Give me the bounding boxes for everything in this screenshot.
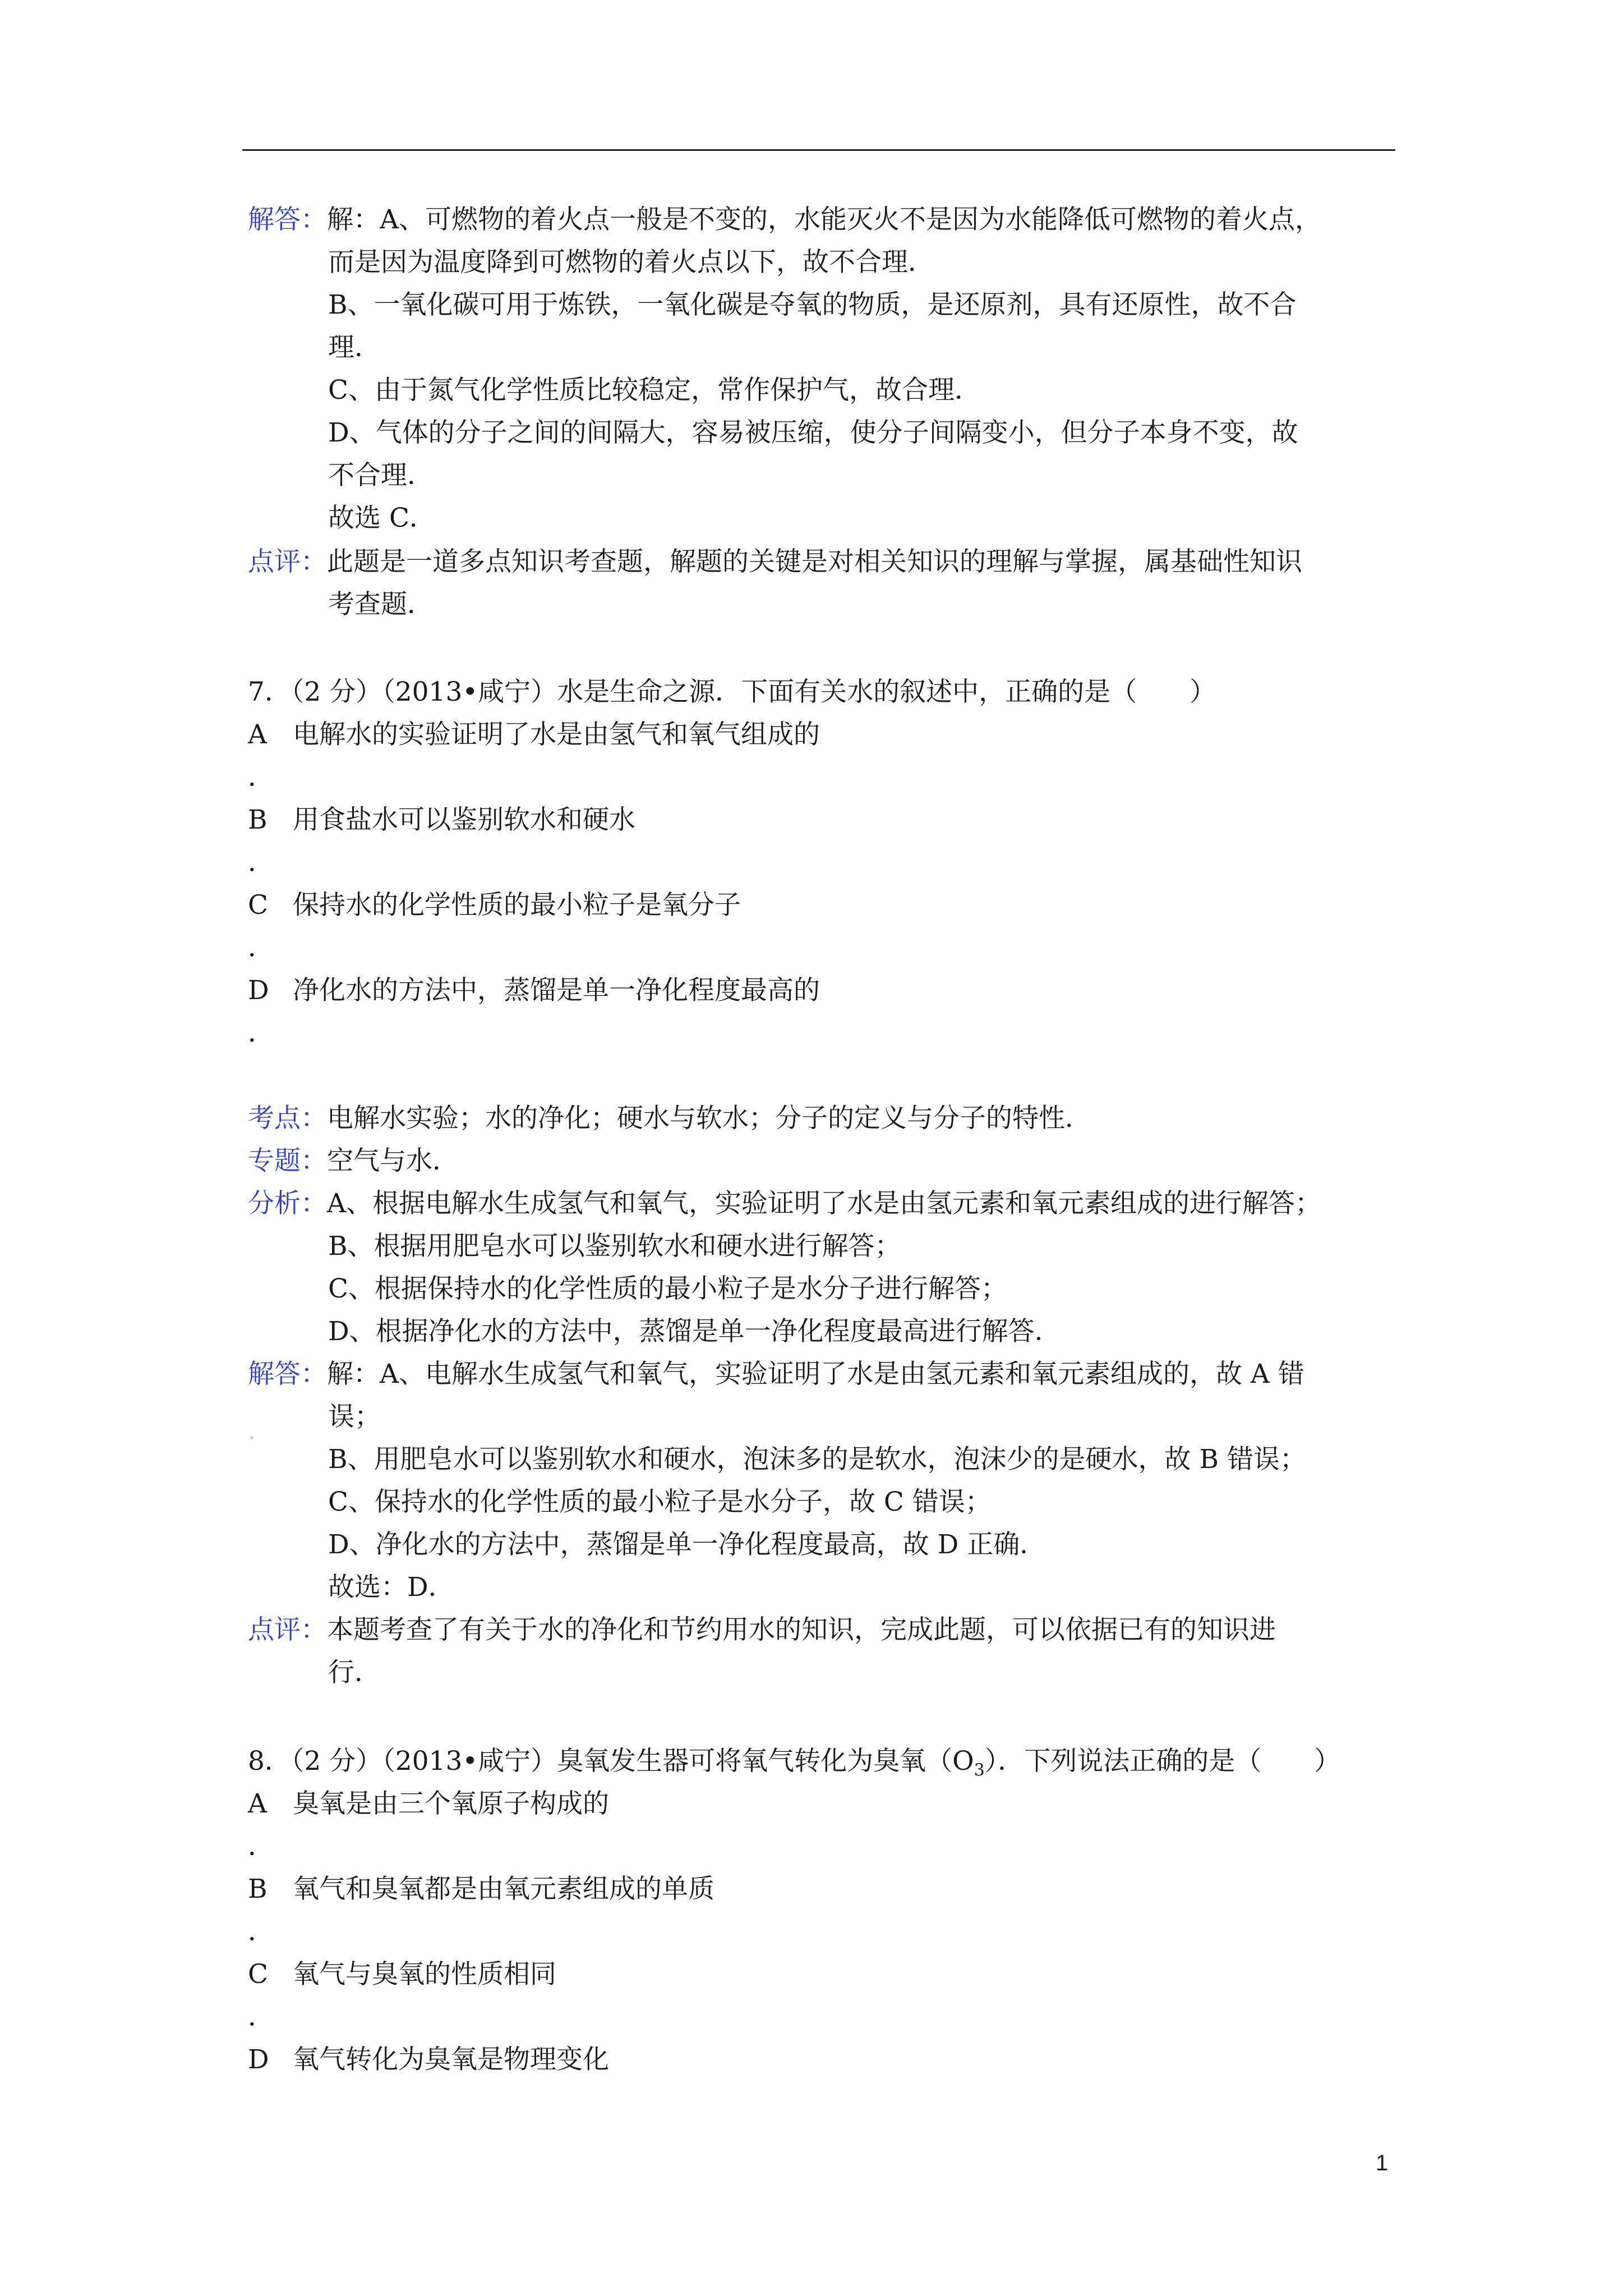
q6-answer-line-1: 解答：解：A、可燃物的着火点一般是不变的，水能灭火不是因为水能降低可燃物的着火点， — [248, 204, 1321, 235]
q6-answer-line-8: 故选 C． — [328, 503, 436, 533]
q7-fenxi-label: 分析： — [248, 1188, 327, 1219]
q7-fenxi-line-3: C、根据保持水的化学性质的最小粒子是水分子进行解答； — [328, 1273, 1007, 1304]
q7-answer-line-6: 故选：D． — [328, 1572, 455, 1603]
q8-option-b: B 氧气和臭氧都是由氧元素组成的单质 — [248, 1874, 714, 1904]
q7-answer-line-3: B、用肥皂水可以鉴别软水和硬水，泡沫多的是软水，泡沫少的是硬水，故 B 错误； — [328, 1444, 1306, 1475]
q7-zhuanti-label: 专题： — [248, 1145, 327, 1176]
q8-option-c-dot: ． — [248, 2001, 274, 2032]
header-rule — [242, 149, 1395, 151]
q7-stem: 7．（2 分）（2013•咸宁）水是生命之源．下面有关水的叙述中，正确的是（ ） — [248, 677, 1216, 707]
q7-zhuanti: 专题：空气与水． — [248, 1145, 459, 1176]
q6-answer-line-4: 理． — [328, 332, 381, 363]
q7-fenxi-line-2: B、根据用肥皂水可以鉴别软水和硬水进行解答； — [328, 1231, 901, 1262]
q7-option-d-dot: ． — [248, 1018, 274, 1048]
q8-option-d: D 氧气转化为臭氧是物理变化 — [248, 2044, 609, 2075]
q7-option-c: C 保持水的化学性质的最小粒子是氧分子 — [248, 890, 741, 921]
q6-comment-line-2: 考查题． — [328, 589, 434, 620]
q8-option-c: C 氧气与臭氧的性质相同 — [248, 1959, 556, 1990]
q6-comment-label: 点评： — [248, 546, 327, 577]
q6-answer-line-5: C、由于氮气化学性质比较稳定，常作保护气，故合理． — [328, 375, 981, 406]
q7-option-c-dot: ． — [248, 932, 274, 963]
q6-answer-line-2: 而是因为温度降到可燃物的着火点以下，故不合理． — [328, 247, 934, 278]
q6-answer-line-6: D、气体的分子之间的间隔大，容易被压缩，使分子间隔变小，但分子本身不变，故 — [328, 417, 1298, 448]
page-number: 1 — [1376, 2151, 1389, 2175]
q7-comment-label: 点评： — [248, 1614, 327, 1645]
q7-option-b: B 用食盐水可以鉴别软水和硬水 — [248, 804, 635, 835]
q7-kaodian: 考点：电解水实验；水的净化；硬水与软水；分子的定义与分子的特性． — [248, 1103, 1091, 1134]
q6-answer-label: 解答： — [248, 204, 327, 235]
q6-answer-line-3: B、一氧化碳可用于炼铁，一氧化碳是夺氧的物质，是还原剂，具有还原性，故不合 — [328, 289, 1297, 320]
q6-answer-line-7: 不合理． — [328, 460, 434, 491]
q7-answer-line-2: 误； — [328, 1401, 381, 1432]
q6-comment-line-1: 点评：此题是一道多点知识考查题，解题的关键是对相关知识的理解与掌握，属基础性知识 — [248, 546, 1302, 577]
q7-answer-line-5: D、净化水的方法中，蒸馏是单一净化程度最高，故 D 正确． — [328, 1529, 1046, 1560]
q8-stem: 8．（2 分）（2013•咸宁）臭氧发生器可将氧气转化为臭氧$(O_3)$．下列说法正确的是（ ） — [248, 1746, 1341, 1780]
q8-option-a: A 臭氧是由三个氧原子构成的 — [248, 1788, 609, 1819]
q7-option-a: A 电解水的实验证明了水是由氢气和氧气组成的 — [248, 719, 820, 750]
q7-fenxi-line-1: 分析：A、根据电解水生成氢气和氧气，实验证明了水是由氢元素和氧元素组成的进行解答； — [248, 1188, 1321, 1219]
q7-answer-line-1: 解答：解：A、电解水生成氢气和氧气，实验证明了水是由氢元素和氧元素组成的，故 A 错 — [248, 1359, 1304, 1389]
q7-comment-line-2: 行． — [328, 1657, 381, 1688]
q7-option-a-dot: ． — [248, 762, 274, 793]
scan-speck — [250, 1436, 253, 1439]
q7-answer-line-4: C、保持水的化学性质的最小粒子是水分子，故 C 错误； — [328, 1487, 992, 1517]
q7-answer-label: 解答： — [248, 1359, 327, 1389]
q8-stem-subscript: 3 — [974, 1760, 985, 1780]
q8-option-b-dot: ． — [248, 1916, 274, 1947]
q8-option-a-dot: ． — [248, 1831, 274, 1862]
q7-fenxi-line-4: D、根据净化水的方法中，蒸馏是单一净化程度最高进行解答． — [328, 1316, 1061, 1347]
q7-option-d: D 净化水的方法中，蒸馏是单一净化程度最高的 — [248, 975, 820, 1006]
q7-kaodian-label: 考点： — [248, 1103, 327, 1134]
q7-option-b-dot: ． — [248, 847, 274, 878]
q7-comment-line-1: 点评：本题考查了有关于水的净化和节约用水的知识，完成此题，可以依据已有的知识进 — [248, 1614, 1276, 1645]
